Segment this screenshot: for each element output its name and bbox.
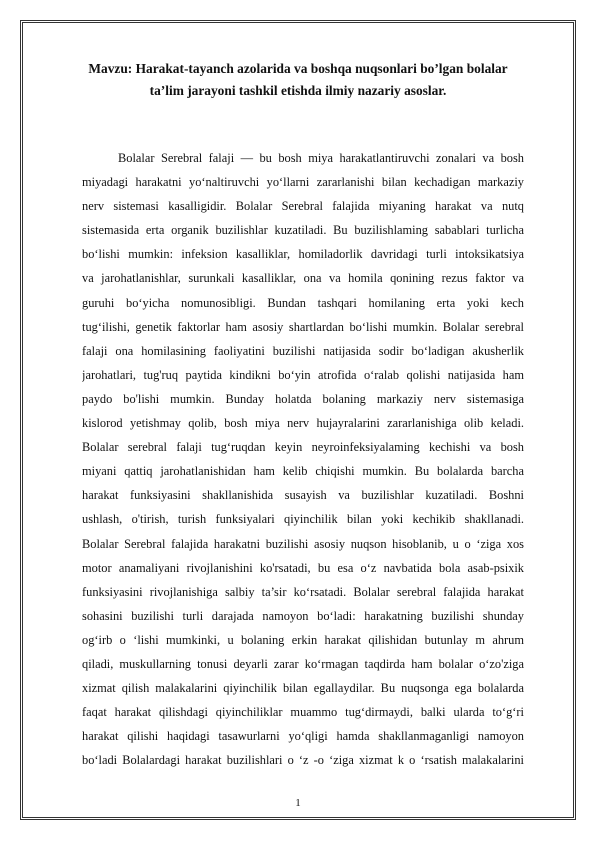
paragraph-line: miyani qattiq jarohatlanishidan ham kelib chiqishi mumkin. Bu bolalarda barcha xyxy=(82,464,524,479)
title-line-1: Mavzu: Harakat-tayanch azolarida va boshqa nuqsonlari bo’lgan bolalar xyxy=(88,61,508,76)
paragraph-line: guruhi bo‘yicha nomunosibligi. Bundan tashqari homilaning erta yoki kech xyxy=(82,295,524,310)
page-number: 1 xyxy=(295,797,301,809)
paragraph-line: paydo bo'lishi mumkin. Bunday holatda bolaning markaziy nerv sistemasiga xyxy=(82,391,524,406)
paragraph-line: xizmat qilish malakalarini qiyinchilik bilan egallaydilar. Bu nuqsonga ega bolalarda xyxy=(82,681,524,696)
paragraph-line: bo‘lishi mumkin: infeksion kasalliklar, homiladorlik davridagi turli intoksikatsiya xyxy=(82,247,524,262)
paragraph-line: qiladi, muskullarning tonusi deyarli zarar ko‘rmagan taqdirda ham bolalar o‘zo'ziga xyxy=(82,656,524,671)
paragraph-line: bo‘ladi Bolalardagi harakat buzilishlari o ‘z -o ‘ziga xizmat k o ‘rsatish malakalarini xyxy=(82,753,524,768)
paragraph-line: harakat qilishi haqidagi tasawurlarni yo‘qligi hamda shakllanmaganligi namoyon xyxy=(82,729,524,744)
paragraph-line: harakat funksiyasini shakllanishida susayish va buzilishlar kuzatiladi. Boshni xyxy=(82,488,524,503)
paragraph-line: ushlash, o'tirish, turish funksiyalari qiyinchilik bilan yoki kechikib shakllanadi. xyxy=(82,512,524,527)
paragraph-line: tug‘ilishi, genetik faktorlar ham asosiy shartlardan bo‘lishi mumkin. Bolalar serebral xyxy=(82,319,524,334)
paragraph-line: kislorod yetishmay qolib, bosh miya nerv hujayralarini zararlanishiga olib keladi. xyxy=(82,416,524,431)
title-line-2: ta’lim jarayoni tashkil etishda ilmiy nazariy asoslar. xyxy=(149,83,447,98)
paragraph-line: sistemasida erta organik buzilishlar kuzatiladi. Bu buzilishlaming sabablari turlicha xyxy=(82,223,524,238)
paragraph-line: Bolalar serebral falaji tug‘ruqdan keyin neyroinfeksiyalaming kechishi va bosh xyxy=(82,440,524,455)
paragraph-line: Bolalar Serebral falaji — bu bosh miya harakatlantiruvchi zonalari va bosh xyxy=(118,151,524,165)
paragraph-line: faqat harakat qilishdagi qiyinchiliklar muammo tug‘dirmaydi, balki ularda to‘g‘ri xyxy=(82,705,524,720)
paragraph-line: Bolalar Serebral falajida harakatni buzilishi asosiy nuqson hisoblanib, u o ‘ziga xos xyxy=(82,536,524,551)
paragraph-line: sohasini buzilishi turli darajada namoyon bo‘ladi: harakatning buzilishi shunday xyxy=(82,608,524,623)
paragraph-line: motor anamaliyani rivojlanishini ko'rsatadi, bu esa o‘z navbatida bola asab-psixik xyxy=(82,560,524,575)
paragraph-line: miyadagi harakatni yo‘naltiruvchi yo‘llarni zararlanishi bilan kechadigan markaziy xyxy=(82,175,524,190)
paragraph-line: og‘irb o ‘lishi mumkinki, u bolaning erkin harakat qilishidan butunlay m ahrum xyxy=(82,632,524,647)
body-paragraph xyxy=(82,146,524,772)
paragraph-line: nerv sistemasi kasalligidir. Bolalar Serebral falajida miyaning harakat va nutq xyxy=(82,199,524,214)
document-title xyxy=(60,58,536,102)
paragraph-line: jarohatlari, tug'ruq paytida kindikni bo‘yin atrofida o‘ralab qolishi natijasida ham xyxy=(82,367,524,382)
paragraph-line: funksiyasini rivojlanishiga salbiy ta’sir ko‘rsatadi. Bolalar serebral falajida harakat xyxy=(82,584,524,599)
paragraph-line: falaji ona homilasining faoliyatini buzilishi natijasida sodir bo‘ladigan akusherlik xyxy=(82,343,524,358)
paragraph-line: va jarohatlanishlar, surunkali kasalliklar, ona va homila qonining rezus faktor va xyxy=(82,271,524,286)
